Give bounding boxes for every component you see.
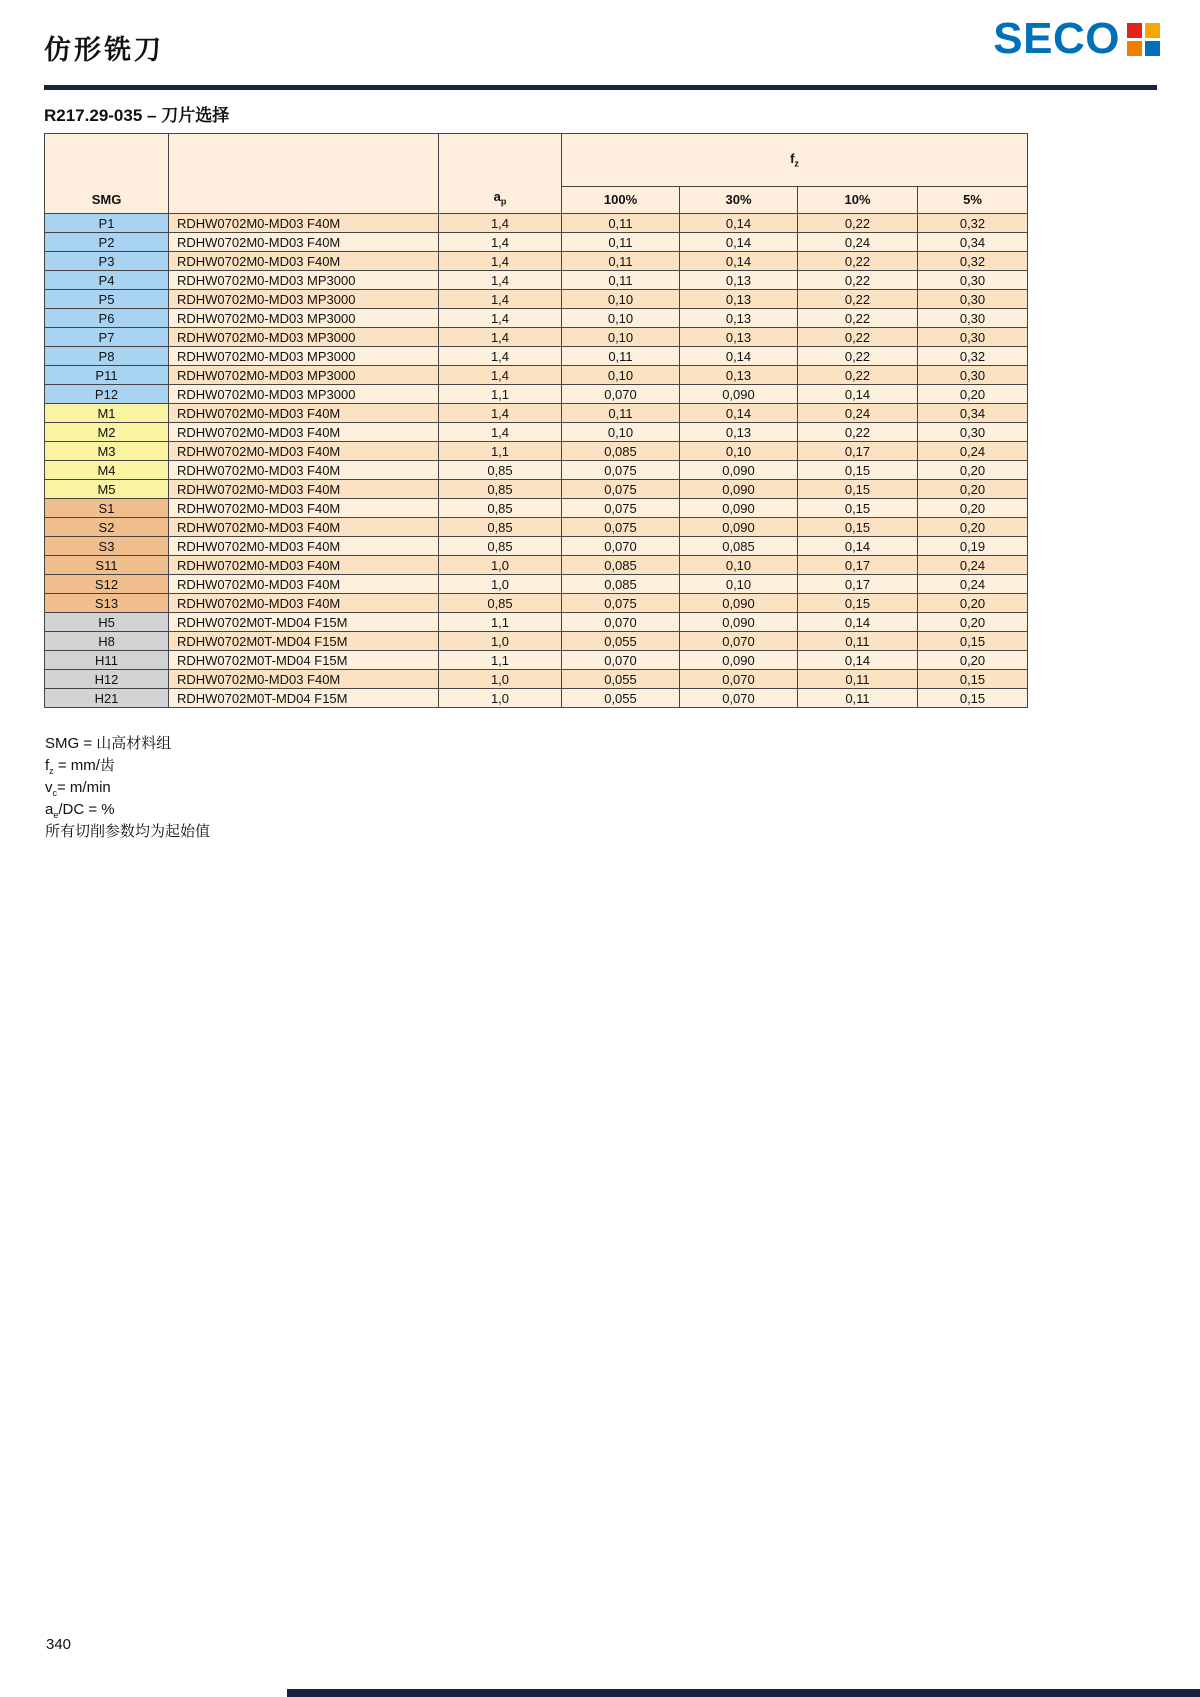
logo-square-red (1127, 23, 1142, 38)
fz-5-cell: 0,20 (918, 594, 1028, 613)
fz-100-cell: 0,10 (562, 309, 680, 328)
ap-cell: 0,85 (439, 518, 562, 537)
smg-cell: S13 (45, 594, 169, 613)
fz-5-cell: 0,32 (918, 252, 1028, 271)
fz-30-cell: 0,13 (680, 366, 798, 385)
page-title: 仿形铣刀 (44, 35, 164, 65)
fz-30-cell: 0,090 (680, 385, 798, 404)
fz-30-cell: 0,13 (680, 423, 798, 442)
fz-30-cell: 0,070 (680, 670, 798, 689)
fz-5-cell: 0,20 (918, 461, 1028, 480)
fz-5-cell: 0,32 (918, 214, 1028, 233)
insert-cell: RDHW0702M0-MD03 F40M (169, 423, 439, 442)
ap-cell: 1,0 (439, 556, 562, 575)
footer-bar (287, 1689, 1200, 1697)
fz-30-cell: 0,090 (680, 613, 798, 632)
notes (45, 733, 210, 843)
insert-cell: RDHW0702M0-MD03 MP3000 (169, 309, 439, 328)
fz-100-cell: 0,055 (562, 632, 680, 651)
smg-cell: H11 (45, 651, 169, 670)
ap-cell: 1,1 (439, 651, 562, 670)
fz-100-cell: 0,11 (562, 233, 680, 252)
insert-cell: RDHW0702M0-MD03 MP3000 (169, 328, 439, 347)
smg-cell: H5 (45, 613, 169, 632)
table-row (45, 309, 1028, 328)
table-row (45, 271, 1028, 290)
fz-100-cell: 0,070 (562, 537, 680, 556)
fz-30-cell: 0,14 (680, 233, 798, 252)
insert-cell: RDHW0702M0-MD03 F40M (169, 499, 439, 518)
fz-5-cell: 0,15 (918, 670, 1028, 689)
column-header-ap: $a_p$ (439, 134, 562, 214)
insert-cell: RDHW0702M0-MD03 MP3000 (169, 271, 439, 290)
smg-cell: P1 (45, 214, 169, 233)
fz-10-cell: 0,22 (798, 290, 918, 309)
ap-cell: 1,4 (439, 309, 562, 328)
ap-cell: 0,85 (439, 537, 562, 556)
smg-cell: M3 (45, 442, 169, 461)
fz-10-cell: 0,24 (798, 404, 918, 423)
fz-5-cell: 0,24 (918, 575, 1028, 594)
insert-cell: RDHW0702M0-MD03 F40M (169, 518, 439, 537)
fz-10-cell: 0,22 (798, 271, 918, 290)
fz-5-cell: 0,34 (918, 233, 1028, 252)
fz-5-cell: 0,34 (918, 404, 1028, 423)
table-row (45, 347, 1028, 366)
ap-cell: 1,4 (439, 328, 562, 347)
fz-30-cell: 0,070 (680, 632, 798, 651)
table-row (45, 632, 1028, 651)
fz-30-cell: 0,090 (680, 594, 798, 613)
fz-100-cell: 0,070 (562, 613, 680, 632)
fz-100-cell: 0,085 (562, 575, 680, 594)
fz-10-cell: 0,14 (798, 537, 918, 556)
smg-cell: M2 (45, 423, 169, 442)
seco-logo-mark-icon (1127, 23, 1160, 56)
fz-10-cell: 0,22 (798, 366, 918, 385)
ap-cell: 1,4 (439, 214, 562, 233)
fz-5-cell: 0,30 (918, 423, 1028, 442)
fz-30-cell: 0,10 (680, 556, 798, 575)
fz-5-cell: 0,15 (918, 632, 1028, 651)
table-row (45, 214, 1028, 233)
column-header-5pct: 5% (918, 186, 1028, 213)
note-line: $v_c= m/\min$ (45, 779, 111, 798)
fz-5-cell: 0,30 (918, 328, 1028, 347)
ap-cell: 0,85 (439, 594, 562, 613)
table-row (45, 613, 1028, 632)
insert-cell: RDHW0702M0-MD03 F40M (169, 404, 439, 423)
smg-cell: P12 (45, 385, 169, 404)
fz-30-cell: 0,14 (680, 214, 798, 233)
fz-30-cell: 0,13 (680, 328, 798, 347)
note-line: 所有切削参数均为起始值 (45, 823, 211, 840)
insert-cell: RDHW0702M0T-MD04 F15M (169, 689, 439, 708)
ap-cell: 1,4 (439, 423, 562, 442)
table-row (45, 461, 1028, 480)
table-row (45, 366, 1028, 385)
smg-cell: S12 (45, 575, 169, 594)
fz-100-cell: 0,085 (562, 442, 680, 461)
section-title: R217.29-035 – 刀片选择 (44, 106, 230, 125)
fz-30-cell: 0,085 (680, 537, 798, 556)
fz-100-cell: 0,075 (562, 480, 680, 499)
smg-cell: M1 (45, 404, 169, 423)
insert-cell: RDHW0702M0-MD03 MP3000 (169, 290, 439, 309)
fz-5-cell: 0,20 (918, 499, 1028, 518)
ap-cell: 1,4 (439, 404, 562, 423)
ap-cell: 1,4 (439, 290, 562, 309)
insert-cell: RDHW0702M0-MD03 F40M (169, 594, 439, 613)
table-body (45, 214, 1028, 708)
fz-30-cell: 0,13 (680, 290, 798, 309)
ap-cell: 0,85 (439, 461, 562, 480)
table-row (45, 651, 1028, 670)
table-row (45, 252, 1028, 271)
smg-cell: P6 (45, 309, 169, 328)
smg-cell: H21 (45, 689, 169, 708)
table-row (45, 499, 1028, 518)
fz-30-cell: 0,090 (680, 461, 798, 480)
ap-cell: 1,1 (439, 442, 562, 461)
fz-5-cell: 0,30 (918, 290, 1028, 309)
fz-30-cell: 0,090 (680, 499, 798, 518)
insert-cell: RDHW0702M0-MD03 MP3000 (169, 385, 439, 404)
fz-30-cell: 0,10 (680, 442, 798, 461)
ap-cell: 1,4 (439, 347, 562, 366)
fz-10-cell: 0,24 (798, 233, 918, 252)
table-row (45, 689, 1028, 708)
ap-cell: 0,85 (439, 480, 562, 499)
fz-10-cell: 0,15 (798, 499, 918, 518)
fz-5-cell: 0,24 (918, 442, 1028, 461)
fz-5-cell: 0,20 (918, 385, 1028, 404)
fz-10-cell: 0,22 (798, 423, 918, 442)
smg-cell: H8 (45, 632, 169, 651)
logo-square-yellow (1145, 23, 1160, 38)
fz-100-cell: 0,075 (562, 594, 680, 613)
fz-30-cell: 0,14 (680, 252, 798, 271)
smg-cell: S3 (45, 537, 169, 556)
fz-100-cell: 0,11 (562, 271, 680, 290)
fz-5-cell: 0,20 (918, 480, 1028, 499)
fz-5-cell: 0,19 (918, 537, 1028, 556)
note-line: $a_e/DC$ = % (45, 801, 115, 820)
fz-100-cell: 0,10 (562, 423, 680, 442)
fz-100-cell: 0,11 (562, 404, 680, 423)
fz-100-cell: 0,075 (562, 499, 680, 518)
fz-10-cell: 0,22 (798, 328, 918, 347)
fz-30-cell: 0,090 (680, 518, 798, 537)
fz-10-cell: 0,14 (798, 613, 918, 632)
smg-cell: M4 (45, 461, 169, 480)
fz-10-cell: 0,22 (798, 309, 918, 328)
table-header (45, 134, 1028, 214)
fz-10-cell: 0,15 (798, 461, 918, 480)
fz-10-cell: 0,22 (798, 252, 918, 271)
insert-cell: RDHW0702M0-MD03 F40M (169, 556, 439, 575)
insert-cell: RDHW0702M0-MD03 F40M (169, 214, 439, 233)
fz-5-cell: 0,24 (918, 556, 1028, 575)
fz-100-cell: 0,085 (562, 556, 680, 575)
fz-100-cell: 0,10 (562, 366, 680, 385)
table-row (45, 233, 1028, 252)
smg-cell: S2 (45, 518, 169, 537)
fz-100-cell: 0,055 (562, 670, 680, 689)
insert-cell: RDHW0702M0T-MD04 F15M (169, 613, 439, 632)
ap-cell: 1,1 (439, 613, 562, 632)
insert-cell: RDHW0702M0-MD03 F40M (169, 575, 439, 594)
fz-5-cell: 0,20 (918, 518, 1028, 537)
table-row (45, 290, 1028, 309)
fz-30-cell: 0,090 (680, 651, 798, 670)
fz-30-cell: 0,070 (680, 689, 798, 708)
fz-100-cell: 0,055 (562, 689, 680, 708)
ap-cell: 1,4 (439, 233, 562, 252)
smg-cell: P4 (45, 271, 169, 290)
fz-100-cell: 0,11 (562, 214, 680, 233)
column-header-fz: $f_z$ (562, 134, 1028, 187)
smg-cell: P3 (45, 252, 169, 271)
fz-10-cell: 0,15 (798, 594, 918, 613)
table-row (45, 670, 1028, 689)
fz-100-cell: 0,075 (562, 461, 680, 480)
ap-cell: 1,4 (439, 271, 562, 290)
insert-cell: RDHW0702M0-MD03 F40M (169, 442, 439, 461)
insert-cell: RDHW0702M0-MD03 MP3000 (169, 366, 439, 385)
table-row (45, 480, 1028, 499)
column-header-smg: SMG (45, 134, 169, 214)
ap-cell: 1,1 (439, 385, 562, 404)
table-row (45, 575, 1028, 594)
smg-cell: P11 (45, 366, 169, 385)
insert-selection-table (44, 133, 1028, 708)
page-number: 340 (46, 1636, 72, 1653)
table-row (45, 385, 1028, 404)
table-row (45, 556, 1028, 575)
ap-cell: 1,0 (439, 632, 562, 651)
seco-logo-text: SECO (993, 14, 1120, 63)
fz-10-cell: 0,11 (798, 632, 918, 651)
fz-30-cell: 0,14 (680, 404, 798, 423)
fz-5-cell: 0,30 (918, 366, 1028, 385)
fz-10-cell: 0,17 (798, 442, 918, 461)
insert-cell: RDHW0702M0-MD03 F40M (169, 461, 439, 480)
smg-cell: S1 (45, 499, 169, 518)
fz-5-cell: 0,30 (918, 271, 1028, 290)
fz-100-cell: 0,10 (562, 328, 680, 347)
fz-10-cell: 0,15 (798, 518, 918, 537)
ap-cell: 1,4 (439, 366, 562, 385)
logo-square-orange (1127, 41, 1142, 56)
fz-5-cell: 0,15 (918, 689, 1028, 708)
seco-logo (993, 14, 1160, 63)
fz-10-cell: 0,22 (798, 214, 918, 233)
insert-cell: RDHW0702M0-MD03 F40M (169, 252, 439, 271)
table-row (45, 518, 1028, 537)
ap-cell: 0,85 (439, 499, 562, 518)
note-line: SMG = 山高材料组 (45, 735, 172, 752)
column-header-10pct: 10% (798, 186, 918, 213)
fz-5-cell: 0,20 (918, 613, 1028, 632)
smg-cell: M5 (45, 480, 169, 499)
fz-10-cell: 0,17 (798, 556, 918, 575)
note-line: $f_z = mm/$齿 (45, 757, 115, 776)
fz-30-cell: 0,090 (680, 480, 798, 499)
fz-100-cell: 0,070 (562, 651, 680, 670)
fz-5-cell: 0,30 (918, 309, 1028, 328)
fz-100-cell: 0,11 (562, 347, 680, 366)
smg-cell: S11 (45, 556, 169, 575)
fz-30-cell: 0,14 (680, 347, 798, 366)
fz-10-cell: 0,17 (798, 575, 918, 594)
smg-cell: P5 (45, 290, 169, 309)
fz-100-cell: 0,070 (562, 385, 680, 404)
table-row (45, 537, 1028, 556)
ap-cell: 1,0 (439, 575, 562, 594)
insert-cell: RDHW0702M0-MD03 F40M (169, 480, 439, 499)
fz-10-cell: 0,14 (798, 651, 918, 670)
table-row (45, 328, 1028, 347)
fz-10-cell: 0,11 (798, 689, 918, 708)
page-header (44, 14, 1160, 67)
insert-cell: RDHW0702M0T-MD04 F15M (169, 651, 439, 670)
column-header-100pct: 100% (562, 186, 680, 213)
insert-cell: RDHW0702M0T-MD04 F15M (169, 632, 439, 651)
ap-cell: 1,4 (439, 252, 562, 271)
ap-cell: 1,0 (439, 689, 562, 708)
fz-10-cell: 0,15 (798, 480, 918, 499)
fz-30-cell: 0,13 (680, 309, 798, 328)
smg-cell: H12 (45, 670, 169, 689)
insert-cell: RDHW0702M0-MD03 F40M (169, 670, 439, 689)
smg-cell: P2 (45, 233, 169, 252)
fz-5-cell: 0,20 (918, 651, 1028, 670)
insert-cell: RDHW0702M0-MD03 MP3000 (169, 347, 439, 366)
fz-30-cell: 0,10 (680, 575, 798, 594)
insert-cell: RDHW0702M0-MD03 F40M (169, 233, 439, 252)
table-row (45, 594, 1028, 613)
header-divider (44, 85, 1157, 90)
fz-5-cell: 0,32 (918, 347, 1028, 366)
smg-cell: P7 (45, 328, 169, 347)
logo-square-blue (1145, 41, 1160, 56)
fz-100-cell: 0,075 (562, 518, 680, 537)
fz-100-cell: 0,10 (562, 290, 680, 309)
fz-10-cell: 0,22 (798, 347, 918, 366)
fz-10-cell: 0,11 (798, 670, 918, 689)
fz-30-cell: 0,13 (680, 271, 798, 290)
table-row (45, 423, 1028, 442)
column-header-insert (169, 134, 439, 214)
column-header-30pct: 30% (680, 186, 798, 213)
smg-cell: P8 (45, 347, 169, 366)
ap-cell: 1,0 (439, 670, 562, 689)
fz-100-cell: 0,11 (562, 252, 680, 271)
table-row (45, 442, 1028, 461)
insert-cell: RDHW0702M0-MD03 F40M (169, 537, 439, 556)
fz-10-cell: 0,14 (798, 385, 918, 404)
table-row (45, 404, 1028, 423)
